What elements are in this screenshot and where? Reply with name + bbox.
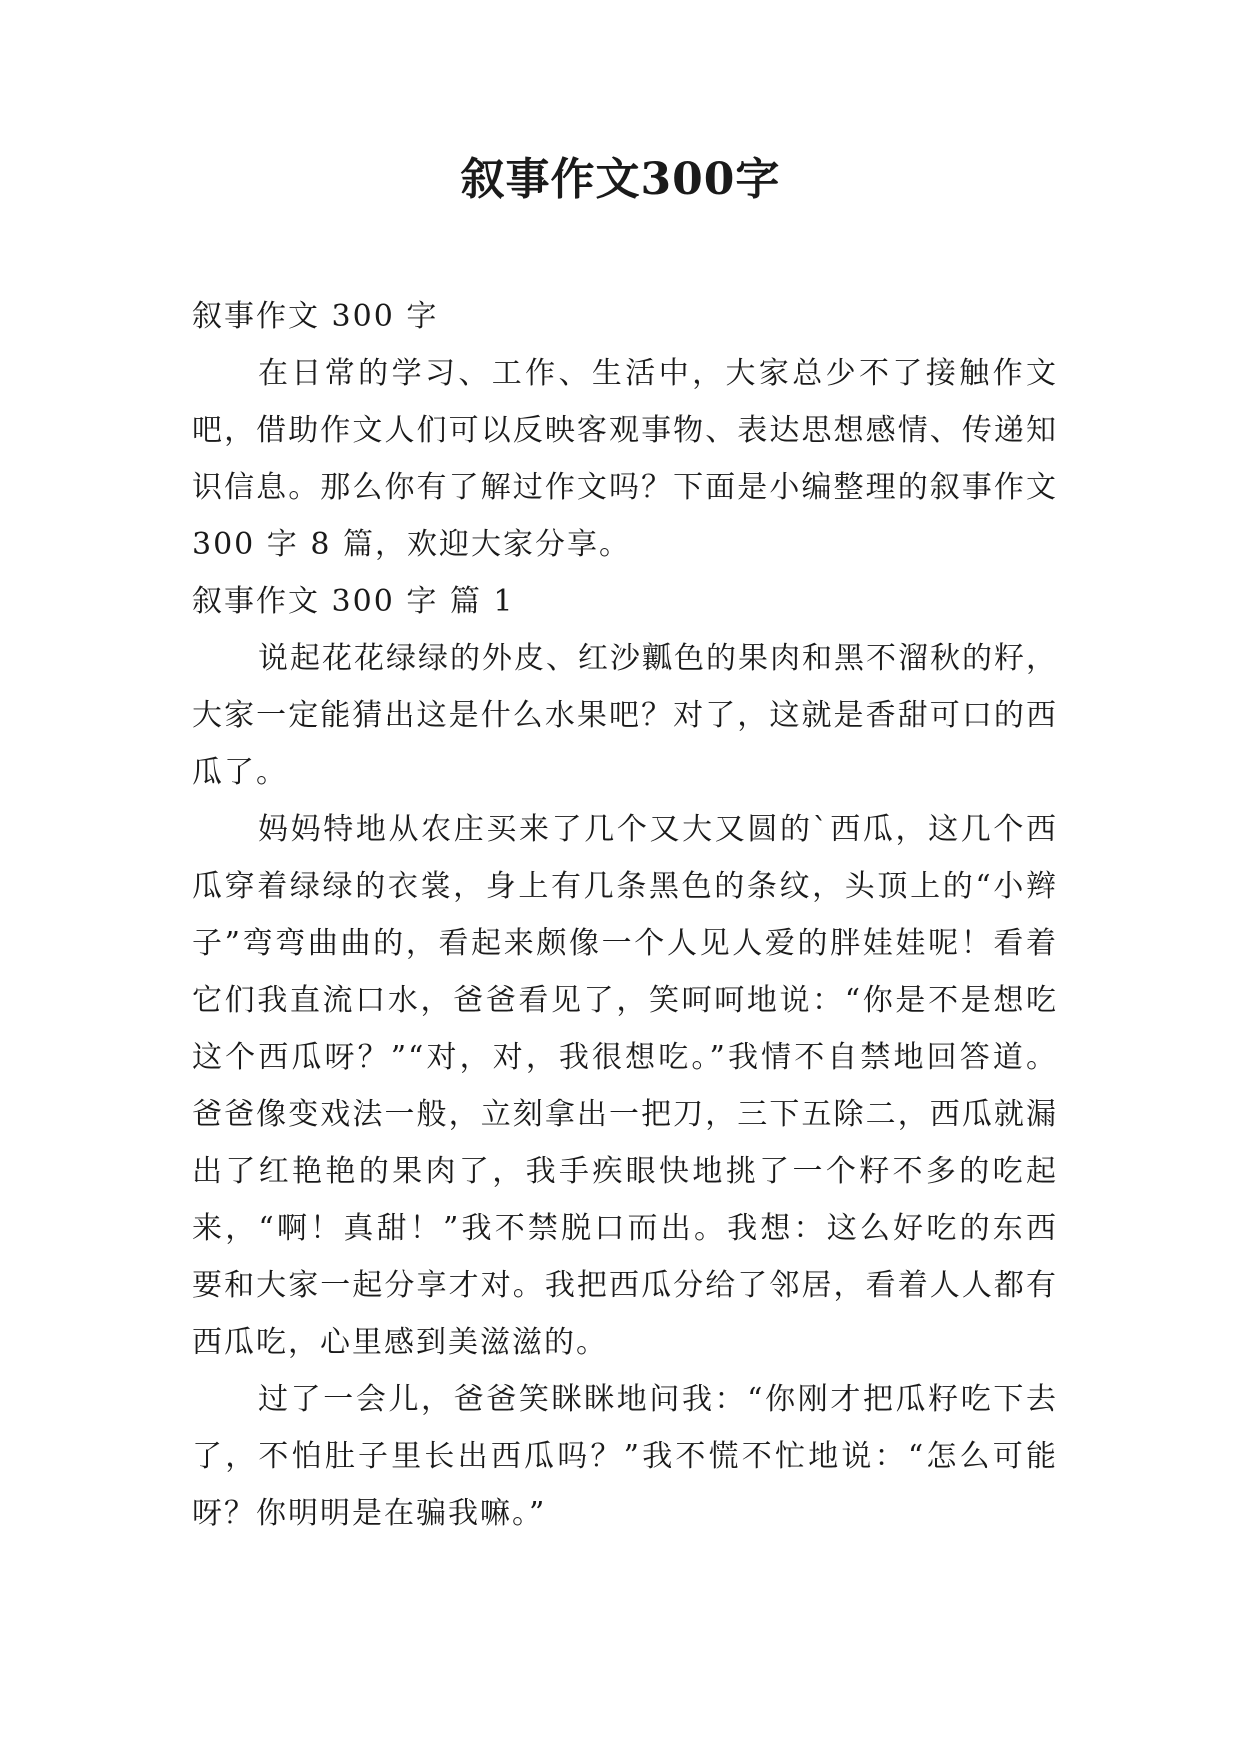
body-paragraph: 过了一会儿，爸爸笑眯眯地问我：“你刚才把瓜籽吃下去了，不怕肚子里长出西瓜吗？”我不慌不忙地说：“怎么可能呀？你明明是在骗我嘛。” bbox=[192, 1382, 1058, 1531]
document-title: 叙事作文300字 bbox=[460, 154, 781, 205]
section-heading: 叙事作文 300 字 篇 1 bbox=[192, 584, 515, 619]
document-body bbox=[192, 288, 1058, 1542]
body-paragraph: 妈妈特地从农庄买来了几个又大又圆的`西瓜，这几个西瓜穿着绿绿的衣裳，身上有几条黑色的条纹，头顶上的“小辫子”弯弯曲曲的，看起来颇像一个人见人爱的胖娃娃呢！看着它们我直流口水，爸爸看见了，笑呵呵地说：“你是不是想吃这个西瓜呀？”“对，对，我很想吃。”我情不自禁地回答道。爸爸像变戏法一般，立刻拿出一把刀，三下五除二，西瓜就漏出了红艳艳的果肉了，我手疾眼快地挑了一个籽不多的吃起来，“啊！真甜！”我不禁脱口而出。我想：这么好吃的东西要和大家一起分享才对。我把西瓜分给了邻居，看着人人都有西瓜吃，心里感到美滋滋的。 bbox=[192, 812, 1058, 1360]
intro-paragraph: 在日常的学习、工作、生活中，大家总少不了接触作文吧，借助作文人们可以反映客观事物、表达思想感情、传递知识信息。那么你有了解过作文吗？下面是小编整理的叙事作文 300 字 8 篇，欢迎大家分享。 bbox=[192, 356, 1058, 562]
body-paragraph: 说起花花绿绿的外皮、红沙瓤色的果肉和黑不溜秋的籽，大家一定能猜出这是什么水果吧？对了，这就是香甜可口的西瓜了。 bbox=[192, 641, 1058, 790]
section-heading: 叙事作文 300 字 bbox=[192, 299, 439, 334]
